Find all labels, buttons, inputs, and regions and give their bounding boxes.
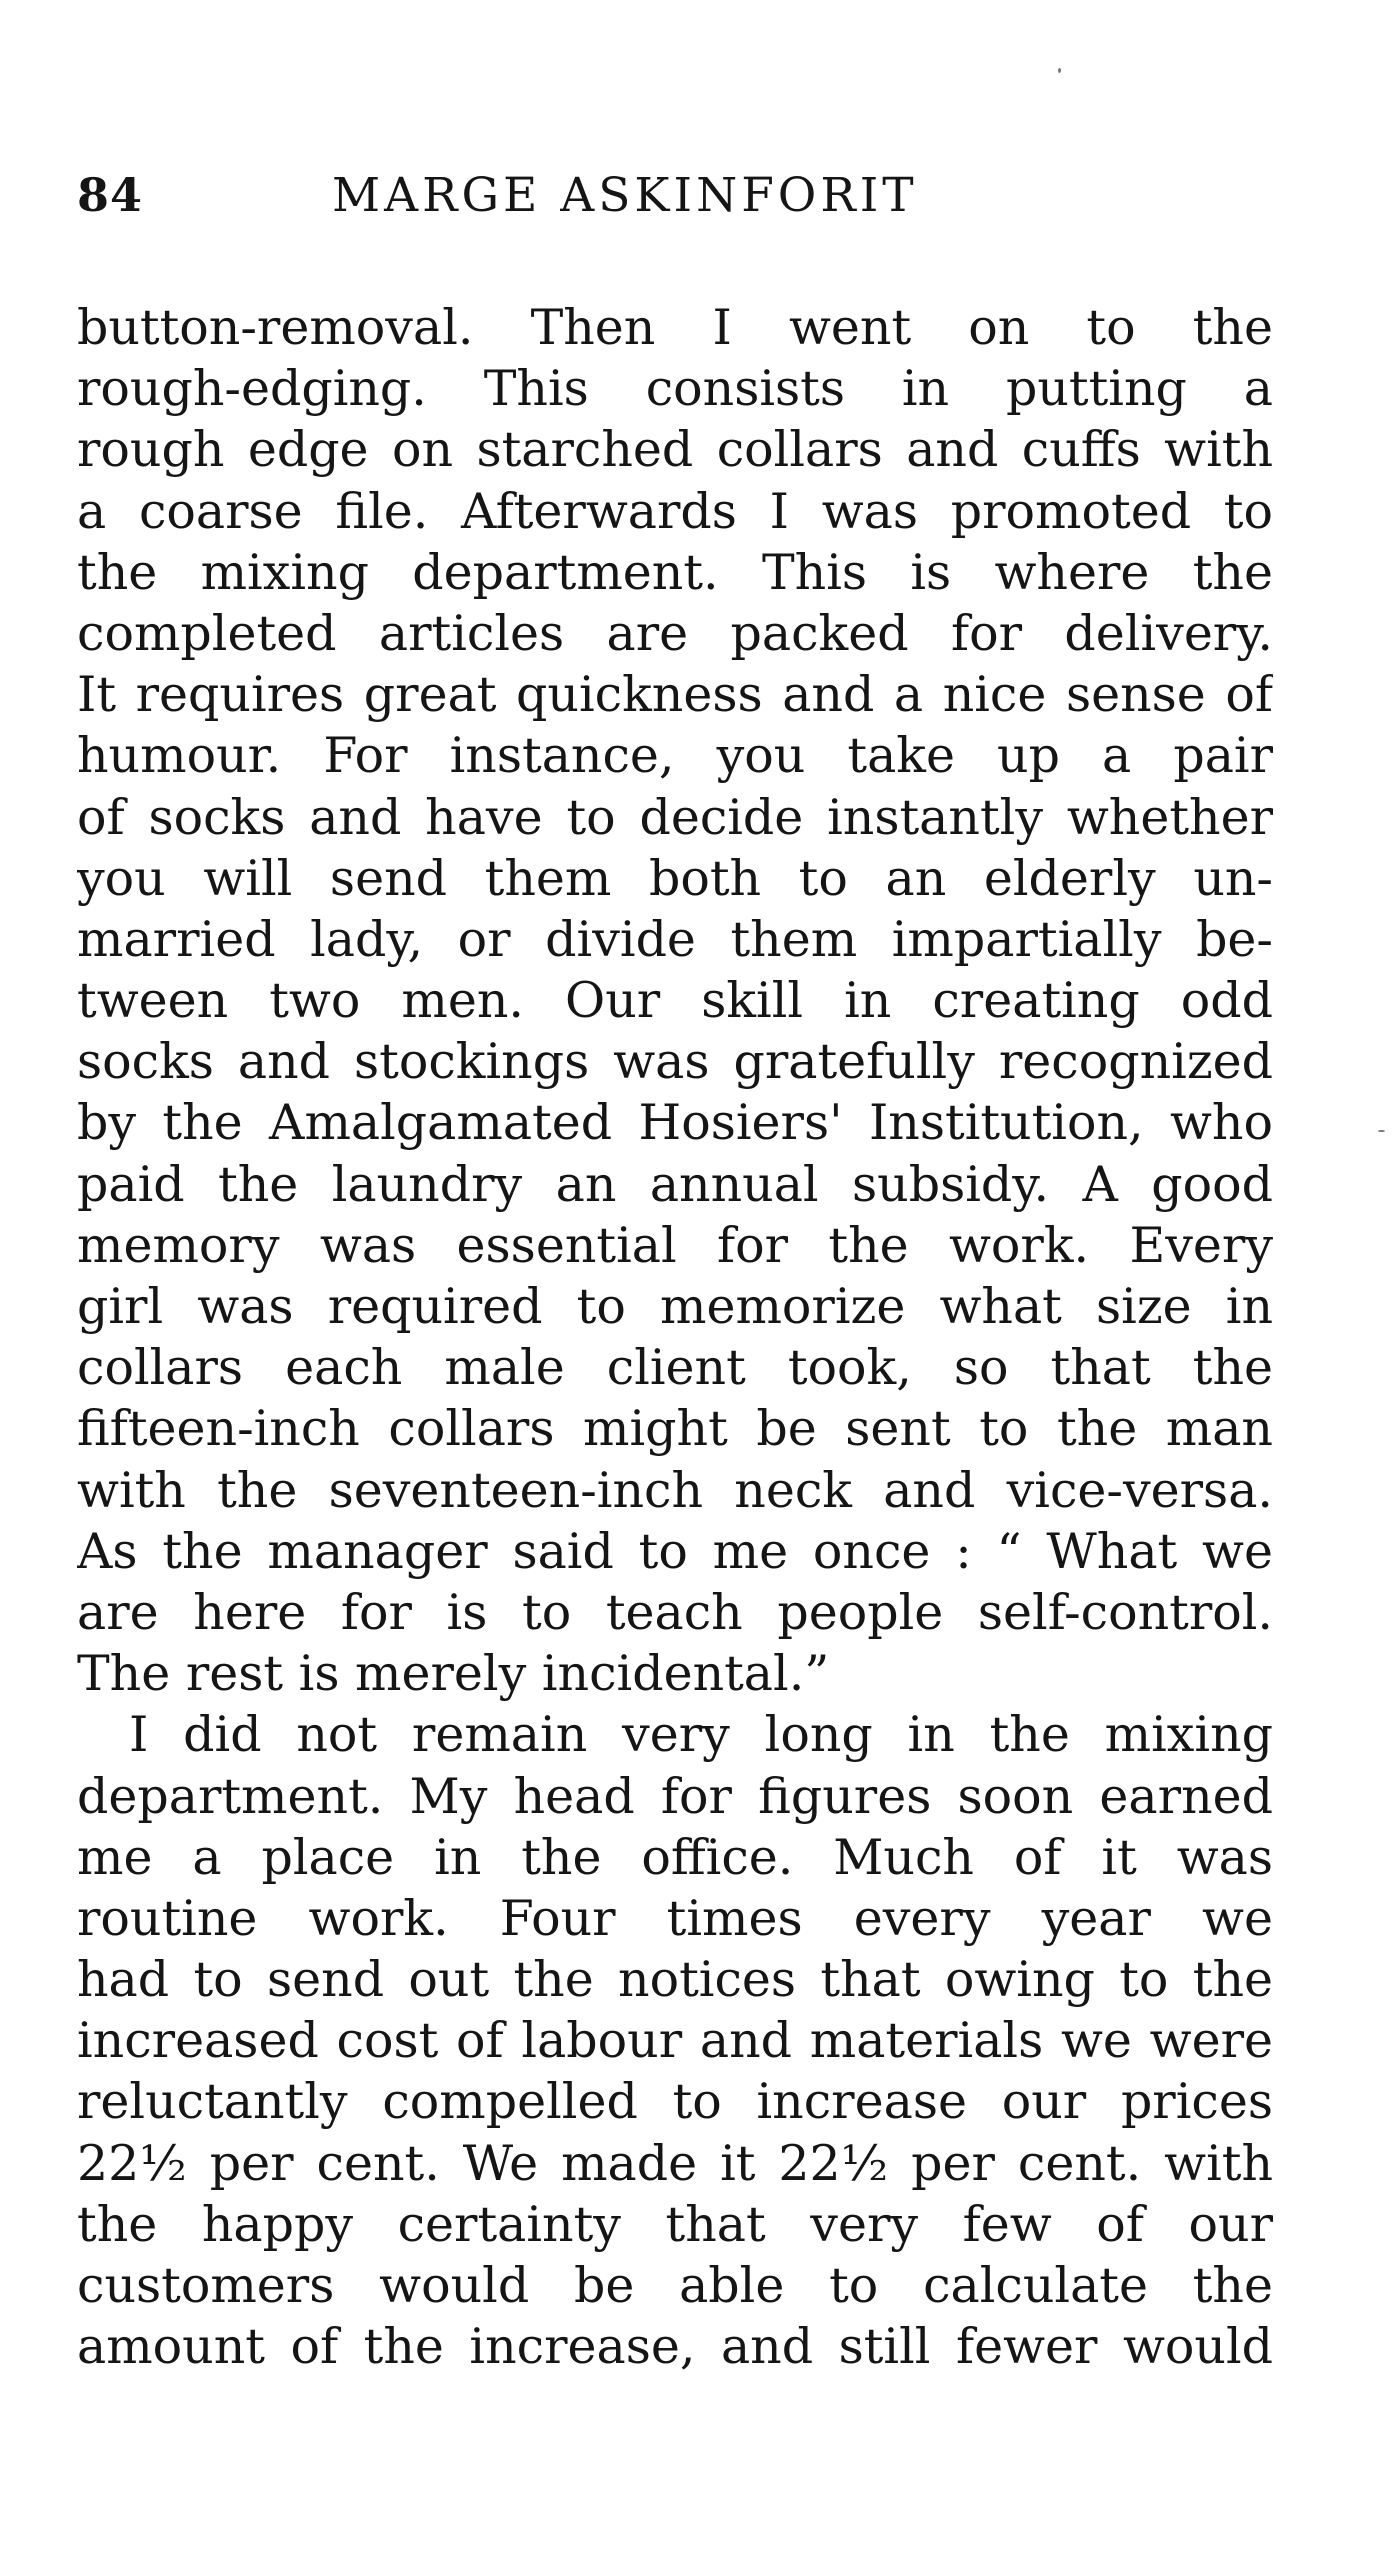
text-line: routine work. Four times every year we bbox=[77, 1889, 1273, 1947]
text-line: girl was required to memorize what size in bbox=[77, 1278, 1273, 1335]
text-line: socks and stockings was gratefully recognized bbox=[77, 1033, 1273, 1091]
text-line: completed articles are packed for delivery. bbox=[77, 604, 1273, 662]
text-line: married lady, or divide them impartially be- bbox=[77, 910, 1273, 968]
text-line: paid the laundry an annual subsidy. A good bbox=[77, 1155, 1273, 1213]
text-line: the mixing department. This is where the bbox=[77, 543, 1273, 601]
text-line: customers would be able to calculate the bbox=[77, 2257, 1273, 2314]
page-number: 84 bbox=[77, 168, 144, 222]
body-text bbox=[77, 297, 1273, 2377]
text-line: with the seventeen-inch neck and vice-versa. bbox=[77, 1461, 1273, 1519]
text-line: collars each male client took, so that the bbox=[77, 1339, 1273, 1397]
text-line: the happy certainty that very few of our bbox=[77, 2195, 1273, 2253]
print-speck bbox=[1378, 1130, 1385, 1132]
text-line: amount of the increase, and still fewer would bbox=[77, 2318, 1273, 2376]
text-line: reluctantly compelled to increase our prices bbox=[77, 2073, 1273, 2131]
text-line: me a place in the office. Much of it was bbox=[77, 1828, 1273, 1886]
text-line: humour. For instance, you take up a pair bbox=[77, 727, 1273, 785]
text-line: memory was essential for the work. Every bbox=[77, 1216, 1273, 1274]
text-line: As the manager said to me once : “ What we bbox=[77, 1522, 1273, 1580]
text-line: a coarse file. Afterwards I was promoted to bbox=[77, 482, 1273, 540]
text-line: button-removal. Then I went on to the bbox=[77, 299, 1273, 356]
print-speck bbox=[1058, 68, 1061, 73]
text-line: rough-edging. This consists in putting a bbox=[77, 360, 1273, 418]
text-line: had to send out the notices that owing to the bbox=[77, 1951, 1273, 2009]
text-line: rough edge on starched collars and cuffs with bbox=[77, 421, 1273, 479]
text-line: are here for is to teach people self-control. bbox=[77, 1583, 1273, 1641]
page-header bbox=[77, 168, 1277, 238]
text-line: you will send them both to an elderly un- bbox=[77, 849, 1273, 907]
text-line: fifteen-inch collars might be sent to the man bbox=[77, 1400, 1273, 1458]
running-head: MARGE ASKINFORIT bbox=[332, 168, 918, 223]
text-line: department. My head for figures soon earned bbox=[77, 1767, 1273, 1825]
text-line: It requires great quickness and a nice sense of bbox=[77, 666, 1273, 724]
text-line: The rest is merely incidental.” bbox=[77, 1645, 830, 1703]
paragraph-start-line: I did not remain very long in the mixing bbox=[129, 1706, 1273, 1764]
text-line: of socks and have to decide instantly whether bbox=[77, 788, 1273, 846]
text-line: tween two men. Our skill in creating odd bbox=[77, 972, 1273, 1030]
text-line: 22½ per cent. We made it 22½ per cent. with bbox=[77, 2134, 1273, 2192]
text-line: by the Amalgamated Hosiers' Institution, who bbox=[77, 1094, 1273, 1152]
text-line: increased cost of labour and materials we were bbox=[77, 2012, 1273, 2070]
